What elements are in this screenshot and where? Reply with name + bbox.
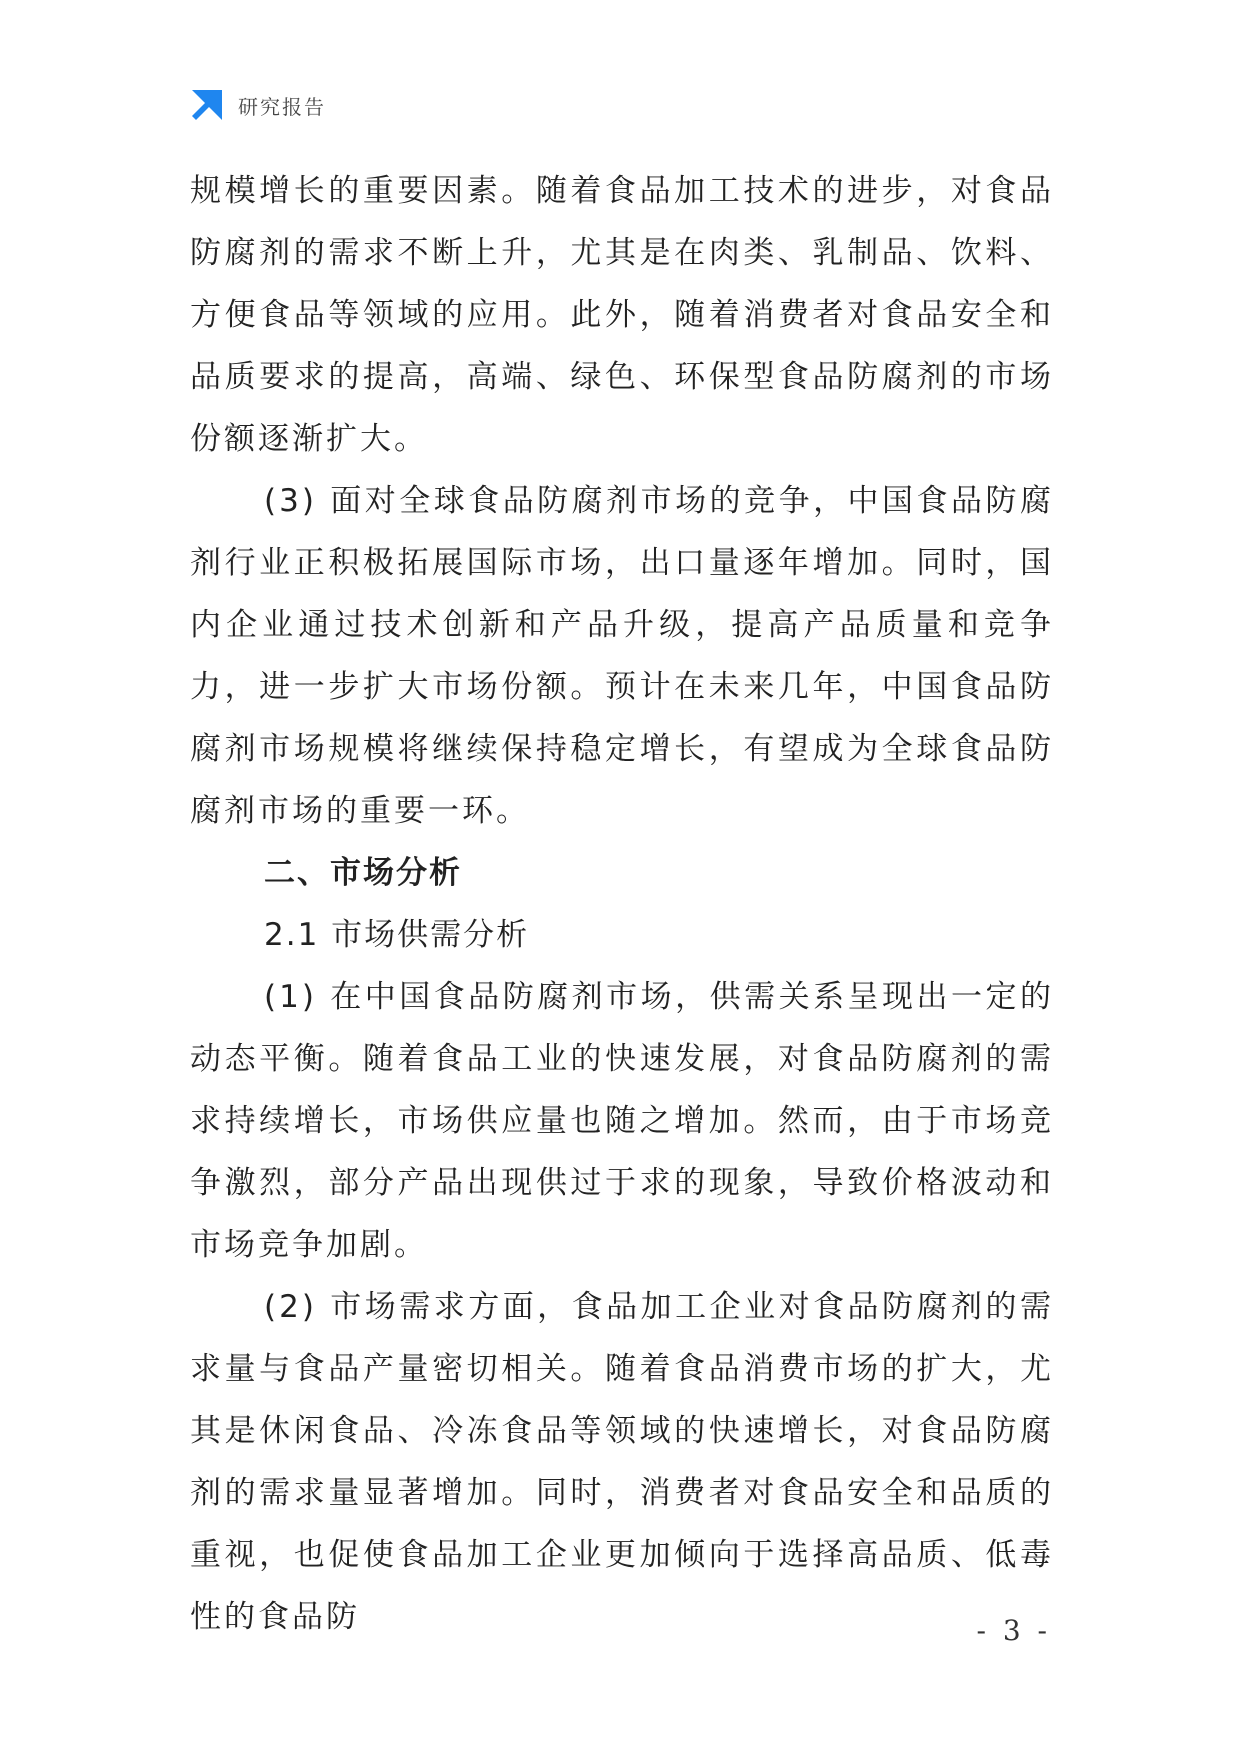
document-body [190,160,1054,1648]
subsection-heading: 2.1 市场供需分析 [264,917,530,953]
arrow-up-right-logo-icon [190,88,224,122]
section-heading: 二、市场分析 [264,855,462,891]
paragraph-item-3: (3) 面对全球食品防腐剂市场的竞争，中国食品防腐剂行业正积极拓展国际市场，出口量逐年增加。同时，国内企业通过技术创新和产品升级，提高产品质量和竞争力，进一步扩大市场份额。预计在未来几年，中国食品防腐剂市场规模将继续保持稳定增长，有望成为全球食品防腐剂市场的重要一环。 [190,483,1054,829]
paragraph-item-2: (2) 市场需求方面，食品加工企业对食品防腐剂的需求量与食品产量密切相关。随着食品消费市场的扩大，尤其是休闲食品、冷冻食品等领域的快速增长，对食品防腐剂的需求量显著增加。同时，消费者对食品安全和品质的重视，也促使食品加工企业更加倾向于选择高品质、低毒性的食品防 [190,1289,1054,1635]
paragraph-item-1: (1) 在中国食品防腐剂市场，供需关系呈现出一定的动态平衡。随着食品工业的快速发展，对食品防腐剂的需求持续增长，市场供应量也随之增加。然而，由于市场竞争激烈，部分产品出现供过于求的现象，导致价格波动和市场竞争加剧。 [190,979,1054,1263]
page-number: - 3 - [976,1614,1051,1647]
header-title: 研究报告 [238,94,326,119]
page-header [190,88,326,122]
paragraph-continued: 规模增长的重要因素。随着食品加工技术的进步，对食品防腐剂的需求不断上升，尤其是在肉类、乳制品、饮料、方便食品等领域的应用。此外，随着消费者对食品安全和品质要求的提高，高端、绿色、环保型食品防腐剂的市场份额逐渐扩大。 [190,173,1054,457]
